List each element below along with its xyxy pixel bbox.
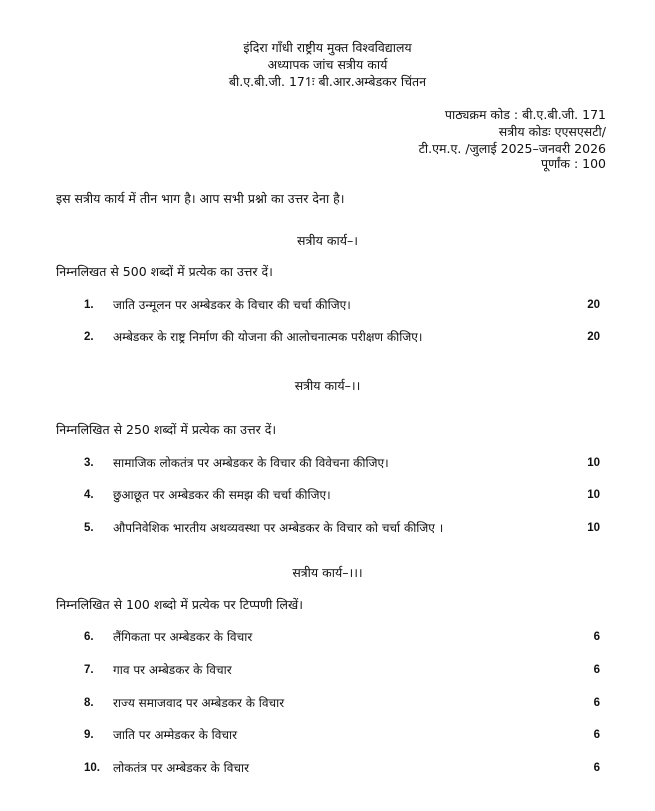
max-marks: पूर्णांक : 100 bbox=[541, 156, 606, 171]
question-row bbox=[84, 727, 600, 743]
question-text: सामाजिक लोकतंत्र पर अम्बेडकर के विचार की विवेचना कीजिए। bbox=[113, 456, 389, 470]
question-text: औपनिवेशिक भारतीय अथव्यवस्था पर अम्बेडकर के विचार को चर्चा कीजिए । bbox=[113, 521, 444, 535]
question-row bbox=[84, 329, 600, 345]
session: टी.एम.ए. /जुलाई 2025–जनवरी 2026 bbox=[418, 141, 606, 156]
question-marks: 20 bbox=[587, 331, 600, 343]
question-row bbox=[84, 662, 600, 678]
question-number: 6. bbox=[84, 631, 94, 643]
section-instruction: निम्नलिखित से 100 शब्दो में प्रत्येक पर टिप्पणी लिखें। bbox=[56, 597, 303, 612]
question-marks: 10 bbox=[587, 489, 600, 501]
question-text: छुआछूत पर अम्बेडकर की समझ की चर्चा कीजिए। bbox=[113, 488, 331, 502]
assignment-type: अध्यापक जांच सत्रीय कार्य bbox=[267, 57, 388, 72]
section-instruction: निम्नलिखत से 500 शब्दों में प्रत्येक का उत्तर दें। bbox=[56, 264, 273, 279]
question-text: जाति उन्मूलन पर अम्बेडकर के विचार की चर्चा कीजिए। bbox=[113, 298, 351, 312]
section-instruction: निम्नलिखित से 250 शब्दों में प्रत्येक का उत्तर दें। bbox=[56, 422, 277, 437]
question-marks: 6 bbox=[593, 762, 600, 774]
question-row bbox=[84, 760, 600, 776]
section-heading: सत्रीय कार्य–।।। bbox=[292, 565, 363, 580]
question-row bbox=[84, 629, 600, 645]
question-row bbox=[84, 520, 600, 536]
question-row bbox=[84, 455, 600, 471]
question-number: 8. bbox=[84, 697, 94, 709]
university-name: इंदिरा गाँधी राष्ट्रीय मुक्त विश्वविद्यालय bbox=[243, 40, 412, 55]
question-marks: 6 bbox=[593, 697, 600, 709]
course-code: पाठ्यक्रम कोड : बी.ए.बी.जी. 171 bbox=[444, 107, 606, 122]
question-number: 3. bbox=[84, 457, 94, 469]
question-text: जाति पर अम्मेडकर के विचार bbox=[113, 728, 238, 742]
question-number: 5. bbox=[84, 522, 94, 534]
question-text: लैंगिकता पर अम्बेडकर के विचार bbox=[113, 630, 253, 644]
question-number: 10. bbox=[84, 762, 100, 774]
question-marks: 20 bbox=[587, 299, 600, 311]
question-text: अम्बेडकर के राष्ट्र निर्माण की योजना की आलोचनात्मक परीक्षण कीजिए। bbox=[113, 330, 423, 344]
question-marks: 6 bbox=[593, 631, 600, 643]
question-marks: 10 bbox=[587, 457, 600, 469]
intro-text: इस सत्रीय कार्य में तीन भाग है। आप सभी प्रश्नो का उत्तर देना है। bbox=[56, 191, 345, 206]
question-number: 1. bbox=[84, 299, 94, 311]
question-row bbox=[84, 487, 600, 503]
question-text: गाव पर अम्बेडकर के विचार bbox=[113, 663, 232, 677]
section-heading: सत्रीय कार्य–।। bbox=[294, 378, 361, 393]
assignment-code: सत्रीय कोडः एएसएसटी/ bbox=[498, 124, 606, 139]
question-number: 7. bbox=[84, 664, 94, 676]
question-number: 4. bbox=[84, 489, 94, 501]
course-title: बी.ए.बी.जी. 171ः बी.आर.अम्बेडकर चिंतन bbox=[228, 74, 427, 89]
question-row bbox=[84, 297, 600, 313]
question-marks: 6 bbox=[593, 664, 600, 676]
section-heading: सत्रीय कार्य–। bbox=[297, 233, 358, 248]
question-text: राज्य समाजवाद पर अम्बेडकर के विचार bbox=[113, 696, 285, 710]
question-number: 9. bbox=[84, 729, 94, 741]
question-marks: 6 bbox=[593, 729, 600, 741]
question-text: लोकतंत्र पर अम्बेडकर के विचार bbox=[113, 761, 250, 775]
question-number: 2. bbox=[84, 331, 94, 343]
question-marks: 10 bbox=[587, 522, 600, 534]
question-row bbox=[84, 695, 600, 711]
